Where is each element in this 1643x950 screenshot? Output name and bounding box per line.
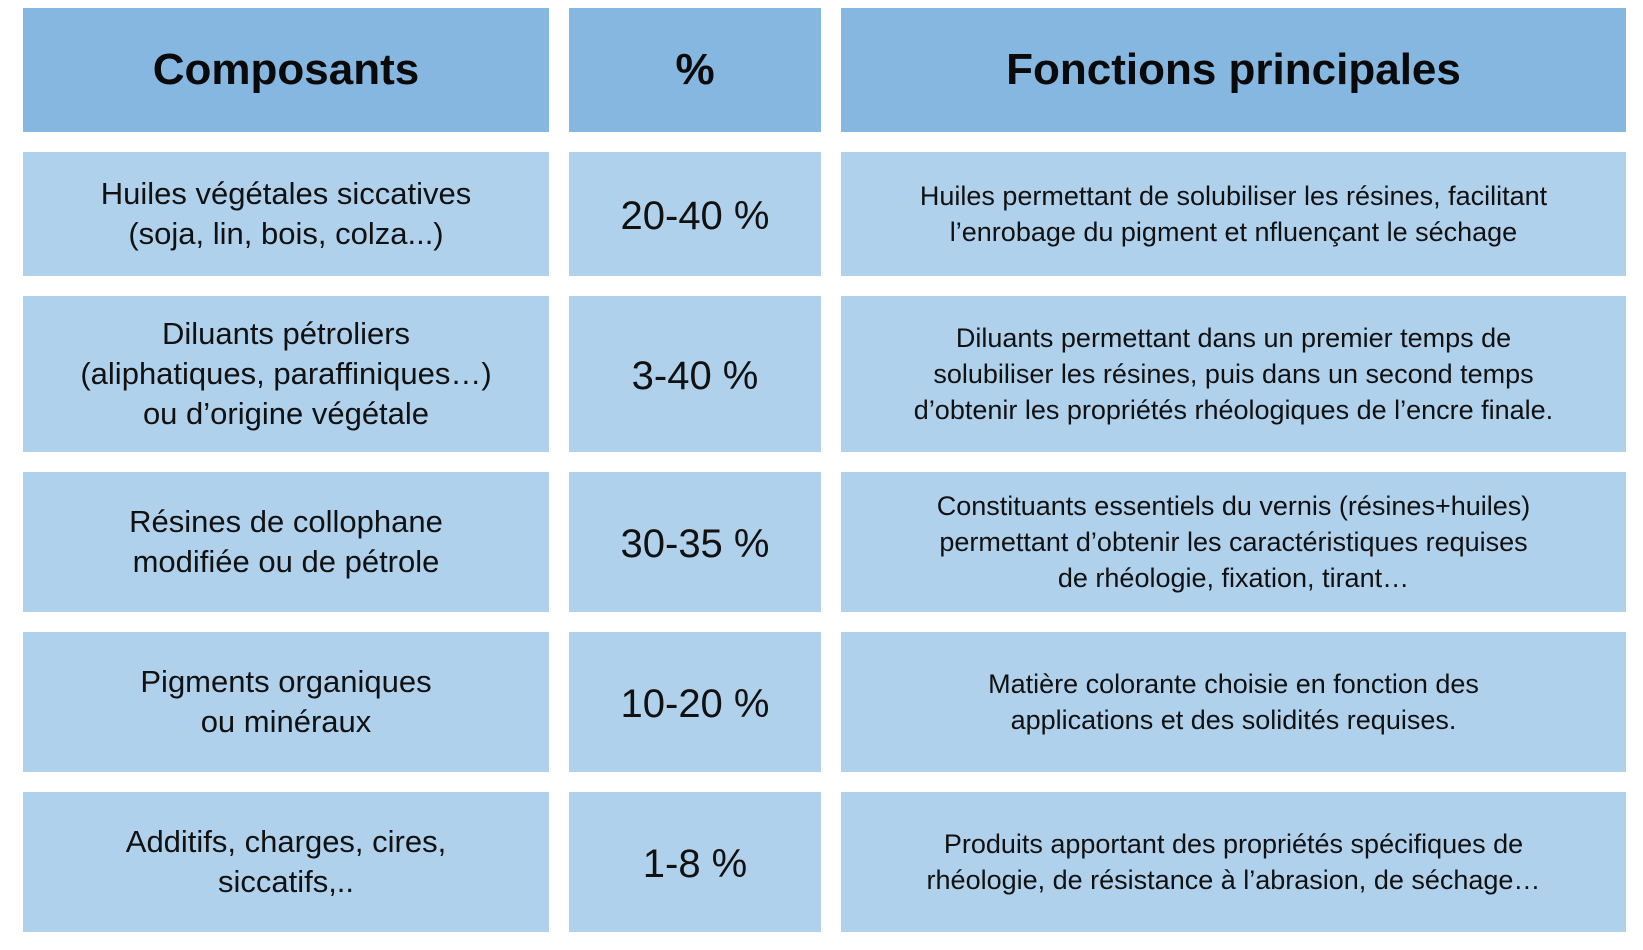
row-4-component: Pigments organiques ou minéraux [23, 632, 549, 772]
row-2-function: Diluants permettant dans un premier temps de solubiliser les résines, puis dans un second temps d’obtenir les propriétés rhéologiques de l’encre finale. [841, 296, 1626, 452]
row-3-function: Constituants essentiels du vernis (résines+huiles) permettant d’obtenir les caractéristiques requises de rhéologie, fixation, tirant… [841, 472, 1626, 612]
row-4-percent: 10-20 % [569, 632, 821, 772]
row-4-function: Matière colorante choisie en fonction des applications et des solidités requises. [841, 632, 1626, 772]
header-fonctions: Fonctions principales [841, 8, 1626, 132]
row-1-percent: 20-40 % [569, 152, 821, 276]
row-2-percent: 3-40 % [569, 296, 821, 452]
row-1-component: Huiles végétales siccatives (soja, lin, bois, colza...) [23, 152, 549, 276]
row-3-percent: 30-35 % [569, 472, 821, 612]
row-5-percent: 1-8 % [569, 792, 821, 932]
row-5-component: Additifs, charges, cires, siccatifs,.. [23, 792, 549, 932]
header-percent: % [569, 8, 821, 132]
row-1-function: Huiles permettant de solubiliser les résines, facilitant l’enrobage du pigment et nfluençant le séchage [841, 152, 1626, 276]
row-2-component: Diluants pétroliers (aliphatiques, paraffiniques…) ou d’origine végétale [23, 296, 549, 452]
header-composants: Composants [23, 8, 549, 132]
row-5-function: Produits apportant des propriétés spécifiques de rhéologie, de résistance à l’abrasion, de séchage… [841, 792, 1626, 932]
row-3-component: Résines de collophane modifiée ou de pétrole [23, 472, 549, 612]
